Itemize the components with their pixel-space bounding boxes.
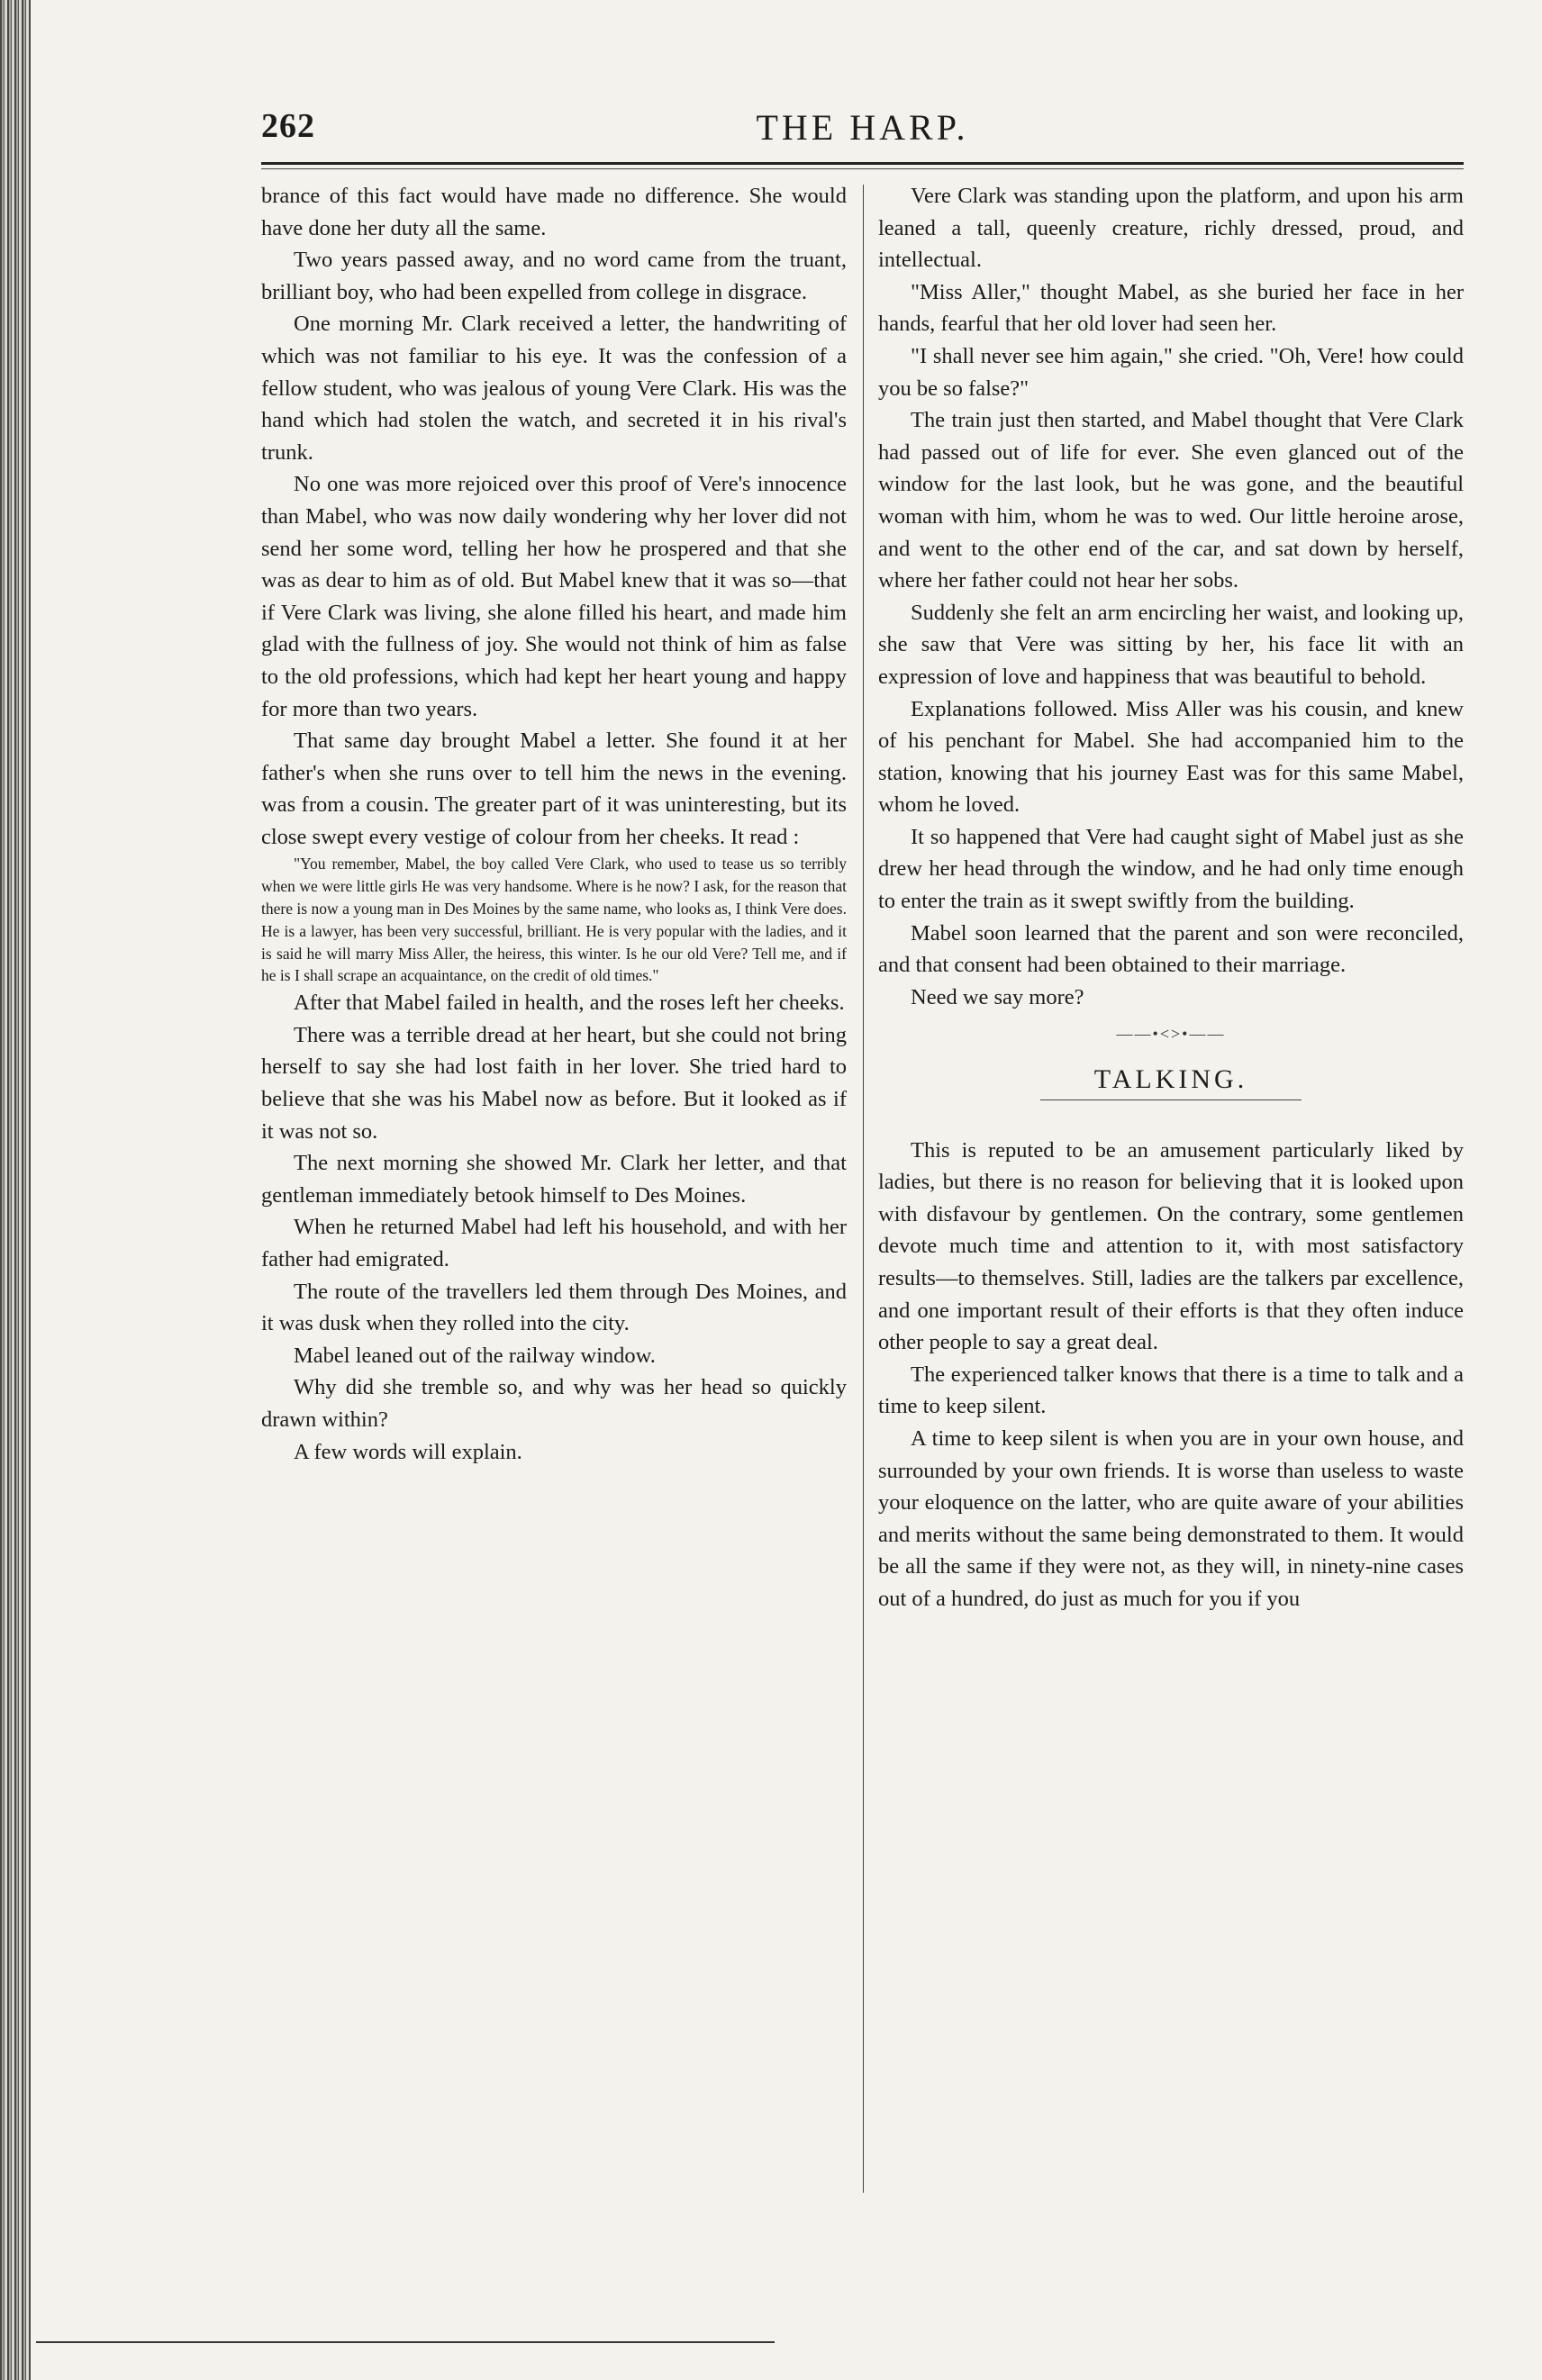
running-title: THE HARP. <box>756 107 969 148</box>
paragraph: That same day brought Mabel a letter. She found it at her father's when she runs over to tell him the news in the evening. was from a cousin. The greater part of it was uninteresting, but its close swept every vestige of colour from her cheeks. It read : <box>261 728 847 849</box>
paragraph: Explanations followed. Miss Aller was his cousin, and knew of his penchant for Mabel. She had accompanied him to the station, knowing that his journey East was for this same Mabel, whom he loved. <box>878 696 1464 818</box>
page-header <box>261 106 1464 157</box>
paragraph: Two years passed away, and no word came from the truant, brilliant boy, who had been expelled from college in disgrace. <box>261 248 847 304</box>
right-column <box>878 180 1464 1615</box>
paragraph: The route of the travellers led them through Des Moines, and it was dusk when they rolled into the city. <box>261 1279 847 1336</box>
paragraph: After that Mabel failed in health, and the roses left her cheeks. <box>294 991 845 1016</box>
bottom-rule <box>36 2341 775 2343</box>
paragraph: "Miss Aller," thought Mabel, as she buried her face in her hands, fearful that her old lover had seen her. <box>878 279 1464 337</box>
paragraph: One morning Mr. Clark received a letter, the handwriting of which was not familiar to his eye. It was the confession of a fellow student, who was jealous of young Vere Clark. His was the hand which had stolen the watch, and secreted it in his rival's trunk. <box>261 312 847 465</box>
paragraph: When he returned Mabel had left his household, and with her father had emigrated. <box>261 1215 847 1271</box>
paragraph: Mabel leaned out of the railway window. <box>294 1343 656 1368</box>
section-ornament: ——•<>•—— <box>1116 1025 1226 1044</box>
paragraph: The train just then started, and Mabel thought that Vere Clark had passed out of life for ever. She even glanced out of the window for the last look, but he was gone, and the beautiful woman with him, whom he was to wed. Our little heroine arose, and went to the other end of the car, and sat down by herself, where her father could not hear her sobs. <box>878 408 1464 593</box>
paragraph: A few words will explain. <box>294 1439 522 1464</box>
paragraph: No one was more rejoiced over this proof of Vere's innocence than Mabel, who was now daily wondering why her lover did not send her some word, telling her how he prospered and that she was as dear to him as of old. But Mabel knew that it was so—that if Vere Clark was living, she alone filled his heart, and made him glad with the fullness of joy. She would not think of him as false to the old professions, which had kept her heart young and happy for more than two years. <box>261 472 847 721</box>
header-rule <box>261 162 1464 165</box>
paragraph: Vere Clark was standing upon the platform, and upon his arm leaned a tall, queenly creature, richly dressed, proud, and intellectual. <box>878 184 1464 273</box>
paragraph: It so happened that Vere had caught sight of Mabel just as she drew her head through the window, and he had only time enough to enter the train as it swept swiftly from the building. <box>878 824 1464 914</box>
paragraph: The experienced talker knows that there is a time to talk and a time to keep silent. <box>878 1362 1464 1419</box>
paragraph: This is reputed to be an amusement particularly liked by ladies, but there is no reason for believing that it is looked upon with disfavour by gentlemen. On the contrary, some gentlemen devote much time and attention to it, with most satisfactory results—to themselves. Still, ladies are the talkers par excellence, and one important result of their efforts is that they often induce other people to say a great deal. <box>878 1137 1464 1355</box>
paragraph: The next morning she showed Mr. Clark her letter, and that gentleman immediately betook himself to Des Moines. <box>261 1151 847 1208</box>
paragraph: Suddenly she felt an arm encircling her waist, and looking up, she saw that Vere was sitting by her, his face lit with an expression of love and happiness that was beautiful to behold. <box>878 600 1464 689</box>
left-column <box>261 180 847 1468</box>
section-title: TALKING. <box>1093 1064 1248 1095</box>
quoted-letter: "You remember, Mabel, the boy called Vere Clark, who used to tease us so terribly when we were little girls He was very handsome. Where is he now? I ask, for the reason that there is now a young man in Des Moines by the same name, who looks as, I think Vere does. He is a lawyer, has been very successful, brilliant. He is very popular with the ladies, and it is said he will marry Miss Aller, the heiress, this winter. Is he our old Vere? Tell me, and if he is I shall scrape an acquaintance, on the credit of old times." <box>261 855 847 985</box>
paragraph: A time to keep silent is when you are in your own house, and surrounded by your own friends. It is worse than useless to waste your eloquence on the latter, who are quite aware of your abilities and merits without the same being demonstrated to them. It would be all the same if they were not, as they will, in ninety-nine cases out of a hundred, do just as much for you if you <box>878 1425 1464 1611</box>
header-rule-thin <box>261 168 1464 169</box>
paragraph: Need we say more? <box>911 984 1084 1009</box>
paragraph: brance of this fact would have made no difference. She would have done her duty all the same. <box>261 184 847 240</box>
paragraph: "I shall never see him again," she cried. "Oh, Vere! how could you be so false?" <box>878 343 1464 401</box>
book-binding-edge <box>0 0 31 2380</box>
paragraph: Why did she tremble so, and why was her head so quickly drawn within? <box>261 1375 847 1432</box>
page-number: 262 <box>261 107 315 145</box>
paragraph: There was a terrible dread at her heart, but she could not bring herself to say she had lost faith in her lover. She tried hard to believe that she was his Mabel now as before. But it looked as if it was not so. <box>261 1022 847 1144</box>
paragraph: Mabel soon learned that the parent and son were reconciled, and that consent had been obtained to their marriage. <box>878 920 1464 978</box>
column-divider <box>863 185 864 2193</box>
